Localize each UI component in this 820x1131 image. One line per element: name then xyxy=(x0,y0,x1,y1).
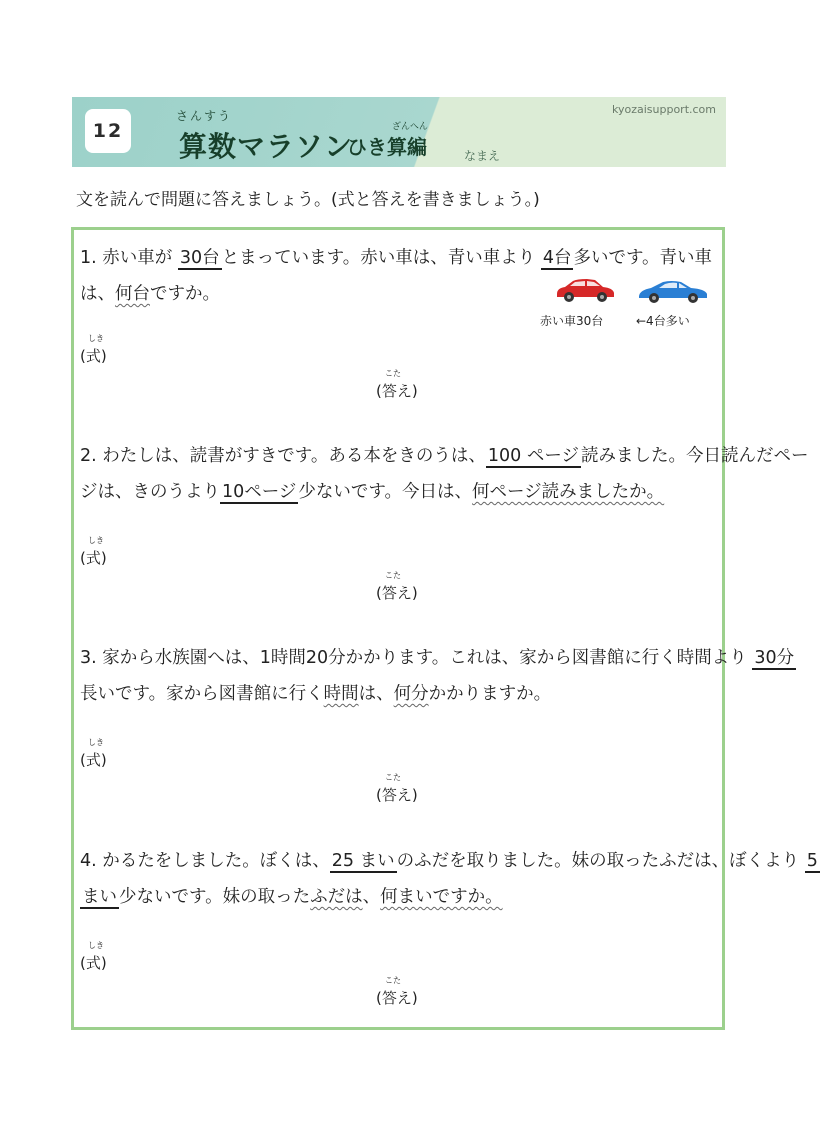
q2-blank-2: 10ページ xyxy=(222,482,297,502)
q2-shiki-label xyxy=(80,536,107,568)
q3-text-pre: 3. 家から水族園へは、1時間20分かかります。これは、家から図書館に行く時間より xyxy=(80,648,747,668)
q1-shiki-label xyxy=(80,334,107,366)
q4-kotae-label xyxy=(376,976,418,1008)
shiki-text: (式) xyxy=(80,954,107,972)
q3-line2-wavy-1: 時間 xyxy=(323,684,359,704)
worksheet-number: 12 xyxy=(85,109,131,153)
question-4-line-2 xyxy=(80,879,714,915)
q1-kotae-label xyxy=(376,369,418,401)
q4-shiki-label xyxy=(80,941,107,973)
q2-blank-1: 100 ページ xyxy=(487,446,579,466)
kotae-ruby: こた xyxy=(385,773,401,782)
page-title: 算数マラソン xyxy=(179,130,354,163)
question-2-line-1 xyxy=(80,438,809,474)
q4-text-post: のふだを取りました。妹の取ったふだは、ぼくより xyxy=(396,851,800,871)
q1-text-pre: 1. 赤い車が xyxy=(80,248,173,268)
shiki-ruby: しき xyxy=(88,536,104,545)
q4-text-pre: 4. かるたをしました。ぼくは、 xyxy=(80,851,330,871)
kotae-text: (答え) xyxy=(376,989,418,1007)
q3-line2-post: かかりますか。 xyxy=(428,684,552,704)
q3-shiki-label xyxy=(80,738,107,770)
page-subtitle: ひき算編 xyxy=(347,135,427,159)
q3-line2-wavy-2: 何分 xyxy=(393,684,429,704)
q1-line2-pre: は、 xyxy=(80,284,115,304)
q4-blank-1: 25 まい xyxy=(331,851,395,871)
blue-car-caption: ←4台多い xyxy=(636,314,690,328)
q3-line2-mid: は、 xyxy=(358,684,394,704)
question-3 xyxy=(80,640,795,712)
q4-line2-pre: 少ないです。妹の取った xyxy=(119,887,311,907)
red-car-caption: 赤い車30台 xyxy=(540,314,604,328)
q2-text-pre: 2. わたしは、読書がすきです。ある本をきのうは、 xyxy=(80,446,486,466)
kotae-text: (答え) xyxy=(376,382,418,400)
shiki-text: (式) xyxy=(80,751,107,769)
q4-blank-2a: 5 xyxy=(806,851,818,871)
q1-blank-1: 30台 xyxy=(179,248,220,268)
q4-line2-wavy-1: ふだは xyxy=(310,887,363,907)
q2-kotae-label xyxy=(376,571,418,603)
shiki-ruby: しき xyxy=(88,334,104,343)
q1-text-post: 多いです。青い車 xyxy=(573,248,713,268)
shiki-ruby: しき xyxy=(88,941,104,950)
kotae-ruby: こた xyxy=(385,976,401,985)
site-url: kyozaisupport.com xyxy=(611,103,716,116)
question-4 xyxy=(80,843,818,915)
question-3-line-1 xyxy=(80,640,795,676)
question-1-line-1 xyxy=(80,240,714,276)
q4-line2-wavy-2: 何まいですか。 xyxy=(380,887,503,907)
kotae-ruby: こた xyxy=(385,369,401,378)
q4-line2-mid: 、 xyxy=(362,887,381,907)
question-1 xyxy=(80,240,714,312)
q2-line2-wavy: 何ページ読みましたか。 xyxy=(472,482,665,502)
q1-line2-post: ですか。 xyxy=(150,284,220,304)
question-2 xyxy=(80,438,809,510)
q3-kotae-label xyxy=(376,773,418,805)
q2-text-post: 読みました。今日読んだペー xyxy=(580,446,809,466)
q1-line2-wavy: 何台 xyxy=(115,284,150,304)
shiki-ruby: しき xyxy=(88,738,104,747)
question-2-line-2 xyxy=(80,474,714,510)
q1-blank-2: 4台 xyxy=(542,248,572,268)
q3-line2-pre: 長いです。家から図書館に行く xyxy=(80,684,324,704)
question-1-line-2 xyxy=(80,276,714,312)
q3-blank-1: 30分 xyxy=(754,648,795,668)
kotae-text: (答え) xyxy=(376,584,418,602)
q4-blank-2b: まい xyxy=(82,887,117,907)
question-4-line-1 xyxy=(80,843,818,879)
title-ruby: さんすう xyxy=(176,109,233,123)
q2-line2-mid: 少ないです。今日は、 xyxy=(298,482,473,502)
worksheet-header xyxy=(72,97,726,167)
name-label: なまえ xyxy=(464,149,501,163)
subtitle-ruby: ざんへん xyxy=(392,122,428,132)
shiki-text: (式) xyxy=(80,347,107,365)
shiki-text: (式) xyxy=(80,549,107,567)
q2-line2-pre: ジは、きのうより xyxy=(80,482,220,502)
red-car-icon xyxy=(553,276,617,304)
kotae-ruby: こた xyxy=(385,571,401,580)
instruction-text: 文を読んで問題に答えましょう。(式と答えを書きましょう。) xyxy=(76,190,540,210)
q1-text-mid: とまっています。赤い車は、青い車より xyxy=(221,248,536,268)
blue-car-icon xyxy=(637,278,709,304)
question-3-line-2 xyxy=(80,676,714,712)
kotae-text: (答え) xyxy=(376,786,418,804)
